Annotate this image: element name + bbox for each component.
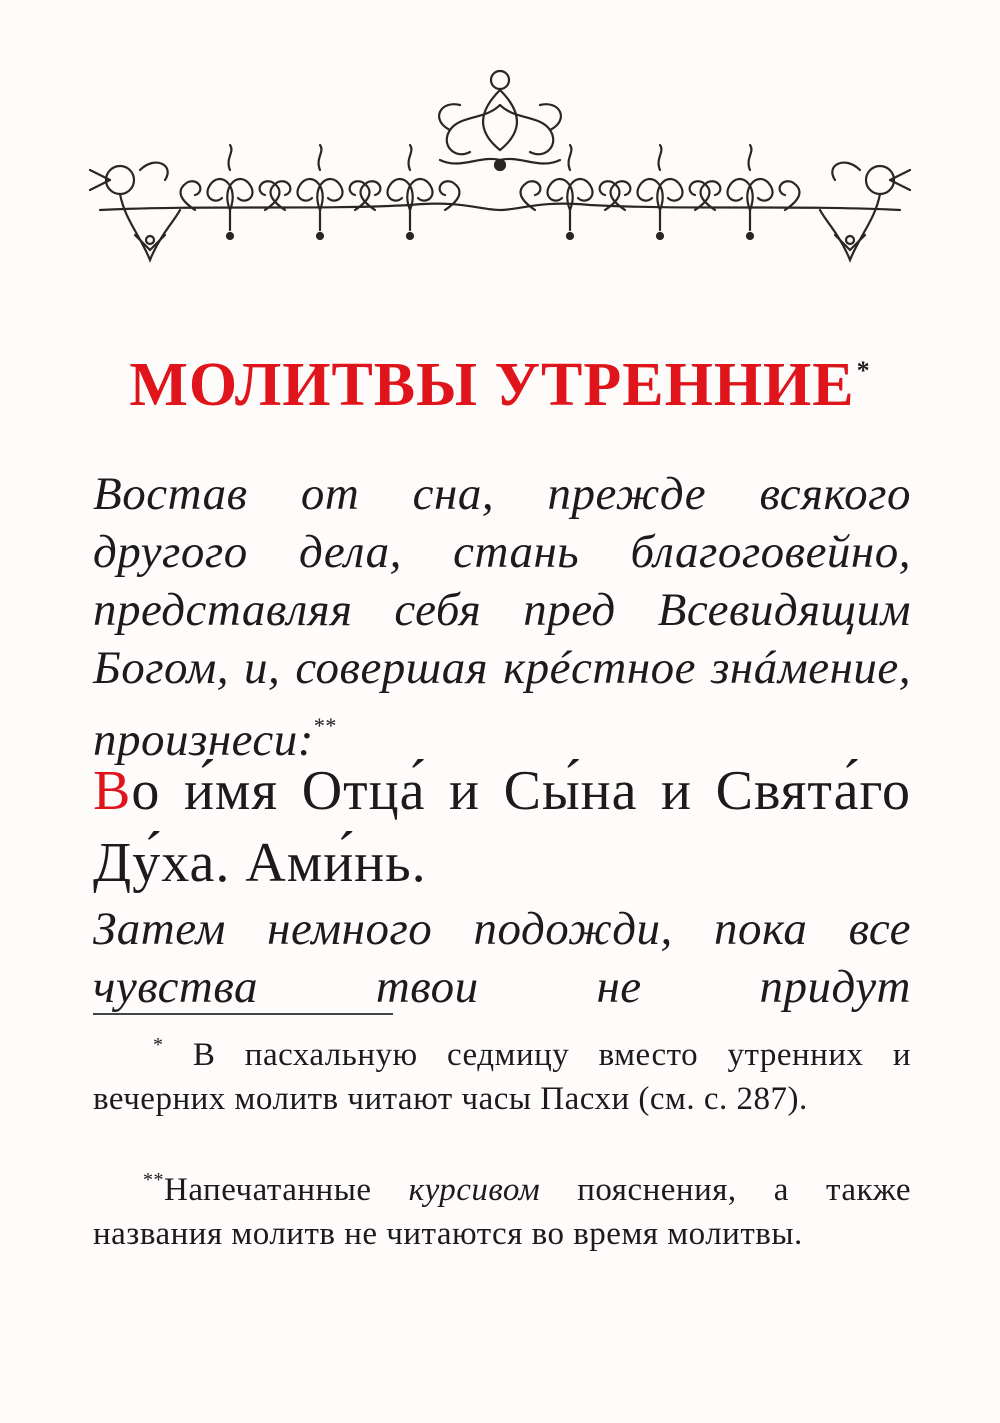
footnote-2 [93, 1158, 911, 1256]
instruction-text: Востав от сна, прежде всякого другого дела, стань благоговейно, представляя себя пред Всевидящим Богом, и, совершая крéстное знáмение, произнеси: [93, 468, 911, 766]
instruction-2-text: Затем немного подожди, пока все чувства твои не придут [93, 903, 911, 1013]
decorative-scroll-ornament-icon [80, 60, 920, 290]
instruction-paragraph [93, 465, 911, 769]
footnote-2-italic: курсивом [408, 1172, 541, 1208]
page-title [0, 350, 1000, 421]
title-text: МОЛИТВЫ УТРЕННИЕ [129, 351, 855, 419]
footnote-1-text: В пасхальную седмицу вместо утренних и вечерних молитв читают часы Пасхи (см. с. 287). [93, 1037, 912, 1117]
title-footnote-mark: * [856, 356, 871, 385]
footnote-2-before: Напечатанные [164, 1172, 372, 1208]
instruction-paragraph-2 [93, 900, 911, 1016]
footnote-2-after: пояснения, а также названия молитв не читаются во время молитвы. [93, 1172, 912, 1252]
footnote-2-mark: ** [143, 1169, 164, 1191]
prayer-body: о и́мя Отца́ и Сы́на и Свята́го Ду́ха. Ами́нь. [93, 760, 911, 894]
footnote-1 [93, 1023, 911, 1121]
instruction-footnote-mark: ** [313, 713, 337, 738]
prayer-text [93, 755, 911, 899]
footnote-divider [93, 1013, 393, 1015]
prayer-initial-letter: В [93, 760, 132, 822]
footnote-1-mark: * [153, 1034, 164, 1056]
